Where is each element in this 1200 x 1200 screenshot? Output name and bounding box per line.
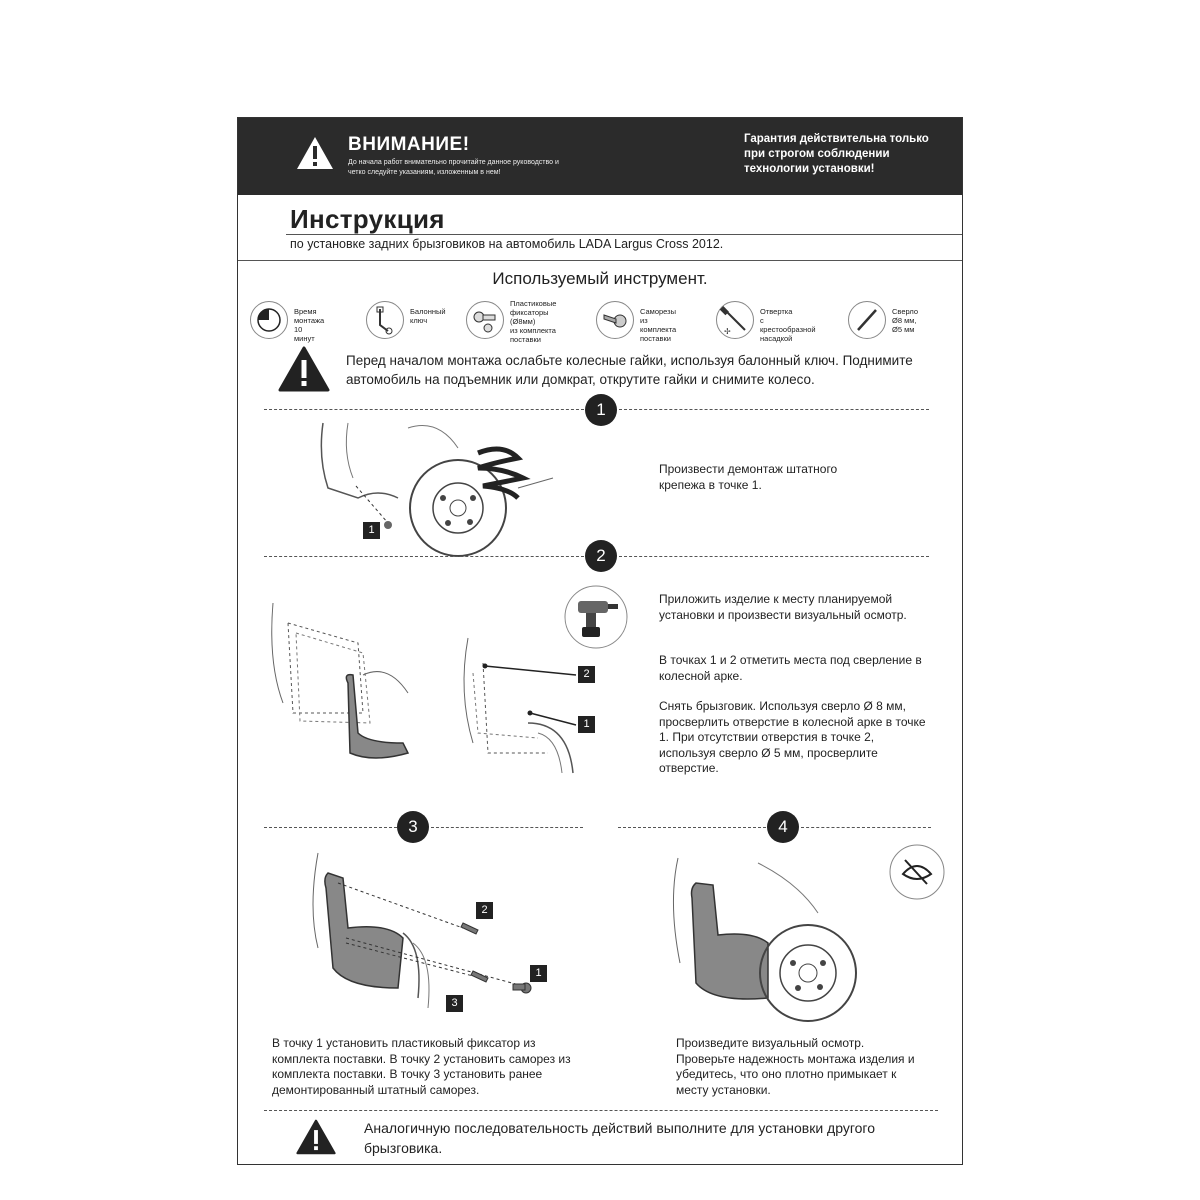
step3-text: В точку 1 установить пластиковый фиксатор из комплекта поставки. В точку 2 установить саморез из комплекта поставки. В точку 3 установить ранее демонтированный штатный саморез. [272,1036,571,1097]
eye-inspection-icon [889,844,945,900]
screwdriver-icon [716,301,754,339]
clip-icon [466,301,504,339]
step-divider [801,827,931,828]
screw-icon [596,301,634,339]
tool-label: Время монтажа 10 минут [294,307,325,343]
tool-label: Пластиковые фиксаторы (Ø8мм) из комплекта поставки [510,299,557,344]
step-number-2: 2 [585,540,617,572]
instruction-sheet [237,117,963,1165]
marker-1: 1 [578,716,595,733]
step3-illustration [308,848,558,1018]
step2-illustration-left [268,603,428,773]
marker-1: 1 [530,965,547,982]
guarantee-note: Гарантия действительна только при строгом соблюдении технологии установки! [744,133,929,175]
step-divider [264,409,584,410]
banner-title: ВНИМАНИЕ! [348,134,470,155]
marker-2: 2 [476,902,493,919]
step-number-4: 4 [767,811,799,843]
step-number-1: 1 [585,394,617,426]
tool-label: Сверло Ø8 мм, Ø5 мм [892,307,919,334]
wrench-icon [366,301,404,339]
step-divider [618,827,766,828]
clock-icon [250,301,288,339]
step1-text: Произвести демонтаж штатного крепежа в точке 1. [659,462,838,492]
step-divider [619,556,929,557]
step-divider [264,556,584,557]
step-divider [264,827,397,828]
step2-illustration-right [458,633,608,783]
tools-heading: Используемый инструмент. [492,269,708,288]
warning-banner [238,118,962,195]
tool-label: Отвертка с крестообразной насадкой [760,307,816,343]
marker-2: 2 [578,666,595,683]
svg-text:✢: ✢ [724,327,731,336]
step2-text-1: Приложить изделие к месту планируемой установки и произвести визуальный осмотр. [659,592,907,622]
step4-illustration [668,853,888,1023]
warning-icon [296,1119,336,1155]
title-divider [286,234,962,235]
step-number-3: 3 [397,811,429,843]
footer-text: Аналогичную последовательность действий выполните для установки другого брызговика. [364,1120,876,1156]
step2-text-3: Снять брызговик. Используя сверло Ø 8 мм, просверлить отверстие в колесной арке в точке 1. При отсутствии отверстия в точке 2, используя сверло Ø 5 мм, просверлите отверстие. [659,699,926,775]
tool-label: Балонный ключ [410,307,446,325]
step4-text: Произведите визуальный осмотр. Проверьте надежность монтажа изделия и убедитесь, что оно плотно примыкает к месту установки. [676,1036,915,1097]
page-title: Инструкция [290,204,445,234]
warning-icon [278,346,330,392]
step1-illustration [318,418,558,548]
warning-icon [296,136,334,170]
step-divider [619,409,929,410]
banner-subtitle: До начала работ внимательно прочитайте данное руководство и четко следуйте указаниям, изложенным в нем! [348,159,559,176]
section-divider [264,1110,938,1111]
step-divider [431,827,583,828]
step2-text-2: В точках 1 и 2 отметить места под сверление в колесной арке. [659,653,922,683]
marker-1: 1 [363,522,380,539]
header-divider [238,260,962,261]
tool-label: Саморезы из комплекта поставки [640,307,677,343]
marker-3: 3 [446,995,463,1012]
warning-text: Перед началом монтажа ослабьте колесные гайки, используя балонный ключ. Поднимите автомобиль на подъемник или домкрат, открутите гайки и снимите колесо. [346,353,913,387]
page-subtitle: по установке задних брызговиков на автомобиль LADA Largus Cross 2012. [290,237,724,251]
drill-bit-icon [848,301,886,339]
